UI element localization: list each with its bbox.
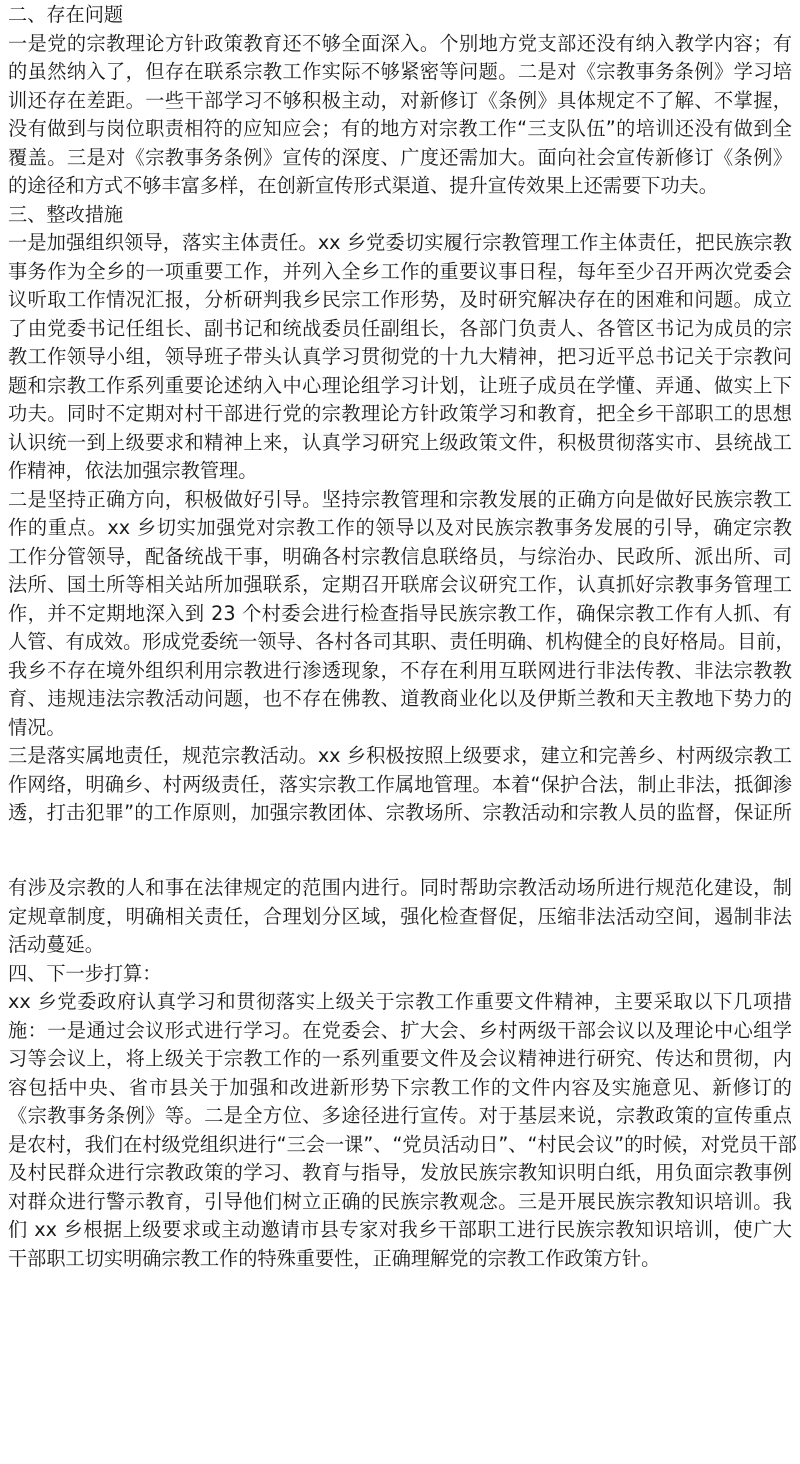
text-line: 情况。 xyxy=(8,715,66,739)
section-heading xyxy=(8,201,792,230)
text-line: 三是落实属地责任，规范宗教活动。xx 乡积极按照上级要求，建立和完善乡、村两级宗教工 xyxy=(8,744,792,767)
text-line: 作网络，明确乡、村两级责任，落实宗教工作属地管理。本着“保护合法，制止非法，抵御渗 xyxy=(8,772,792,796)
text-line: xx 乡党委政府认真学习和贯彻落实上级关于宗教工作重要文件精神，主要采取以下几项措 xyxy=(8,990,792,1013)
paragraph xyxy=(8,30,792,201)
paragraph xyxy=(8,742,792,828)
text-line: 对群众进行警示教育，引导他们树立正确的民族宗教观念。三是开展民族宗教知识培训。我 xyxy=(8,1189,792,1213)
text-line: 及村民群众进行宗教政策的学习、教育与指导，发放民族宗教知识明白纸，用负面宗教事例 xyxy=(8,1161,792,1184)
text-line: 教工作领导小组，领导班子带头认真学习贯彻党的十九大精神，把习近平总书记关于宗教问 xyxy=(8,345,792,368)
paragraph xyxy=(8,988,797,1273)
paragraph xyxy=(8,486,795,743)
text-line: 议听取工作情况汇报，分析研判我乡民宗工作形势，及时研究解决存在的困难和问题。成立 xyxy=(8,288,792,311)
text-line: 题和宗教工作系列重要论述纳入中心理论组学习计划，让班子成员在学懂、弄通、做实上下 xyxy=(8,373,792,397)
text-line: 二、存在问题 xyxy=(8,3,124,26)
text-line: 三、整改措施 xyxy=(8,202,124,226)
text-line: 习等会议上，将上级关于宗教工作的一系列重要文件及会议精神进行研究、传达和贯彻，内 xyxy=(8,1047,792,1070)
document-page-1 xyxy=(8,1,795,828)
text-line: 《宗教事务条例》等。二是全方位、多途径进行宣传。对于基层来说，宗教政策的宣传重点 xyxy=(8,1104,792,1127)
text-line: 育、违规违法宗教活动问题，也不存在佛教、道教商业化以及伊斯兰教和天主教地下势力的 xyxy=(8,687,792,710)
text-line: 是农村，我们在村级党组织进行“三会一课”、“党员活动日”、“村民会议”的时候，对党员干部 xyxy=(8,1132,797,1156)
text-line: 功夫。同时不定期对村干部进行党的宗教理论方针政策学习和教育，把全乡干部职工的思想 xyxy=(8,402,792,425)
text-line: 的途径和方式不够丰富多样，在创新宣传形式渠道、提升宣传效果上还需要下功夫。 xyxy=(8,174,718,197)
paragraph xyxy=(8,874,792,960)
text-line: 活动蔓延。 xyxy=(8,933,104,956)
text-line: 干部职工切实明确宗教工作的特殊重要性，正确理解党的宗教工作政策方针。 xyxy=(8,1246,661,1270)
text-line: 覆盖。三是对《宗教事务条例》宣传的深度、广度还需加大。面向社会宣传新修订《条例》 xyxy=(8,145,792,169)
text-line: 一是加强组织领导，落实主体责任。xx 乡党委切实履行宗教管理工作主体责任，把民族宗教 xyxy=(8,231,792,254)
text-line: 一是党的宗教理论方针政策教育还不够全面深入。个别地方党支部还没有纳入教学内容；有 xyxy=(8,31,792,55)
document-page-2 xyxy=(8,874,797,1273)
text-line: 定规章制度，明确相关责任，合理划分区域，强化检查督促，压缩非法活动空间，遏制非法 xyxy=(8,904,792,928)
section-heading xyxy=(8,1,792,30)
text-line: 认识统一到上级要求和精神上来，认真学习研究上级政策文件，积极贯彻落实市、县统战工 xyxy=(8,430,792,454)
text-line: 有涉及宗教的人和事在法律规定的范围内进行。同时帮助宗教活动场所进行规范化建设，制 xyxy=(8,876,792,899)
text-line: 的虽然纳入了，但存在联系宗教工作实际不够紧密等问题。二是对《宗教事务条例》学习培 xyxy=(8,60,792,83)
paragraph xyxy=(8,229,792,486)
text-line: 法所、国土所等相关站所加强联系，定期召开联席会议研究工作，认真抓好宗教事务管理工 xyxy=(8,573,792,596)
text-line: 作的重点。xx 乡切实加强党对宗教工作的领导以及对民族宗教事务发展的引导，确定宗教 xyxy=(8,516,792,539)
text-line: 事务作为全乡的一项重要工作，并列入全乡工作的重要议事日程，每年至少召开两次党委会 xyxy=(8,259,792,283)
text-line: 透，打击犯罪”的工作原则，加强宗教团体、宗教场所、宗教活动和宗教人员的监督，保证所 xyxy=(8,801,792,824)
text-line: 没有做到与岗位职责相符的应知应会；有的地方对宗教工作“三支队伍”的培训还没有做到全 xyxy=(8,117,792,140)
text-line: 作，并不定期地深入到 23 个村委会进行检查指导民族宗教工作，确保宗教工作有人抓、有 xyxy=(8,601,792,625)
text-line: 了由党委书记任组长、副书记和统战委员任副组长，各部门负责人、各管区书记为成员的宗 xyxy=(8,316,792,340)
text-line: 工作分管领导，配备统战干事，明确各村宗教信息联络员，与综治办、民政所、派出所、司 xyxy=(8,544,792,568)
text-line: 施：一是通过会议形式进行学习。在党委会、扩大会、乡村两级干部会议以及理论中心组学 xyxy=(8,1018,792,1042)
text-line: 训还存在差距。一些干部学习不够积极主动，对新修订《条例》具体规定不了解、不掌握， xyxy=(8,88,792,112)
text-line: 四、下一步打算： xyxy=(8,961,162,985)
section-heading xyxy=(8,960,792,989)
text-line: 我乡不存在境外组织利用宗教进行渗透现象，不存在利用互联网进行非法传教、非法宗教教 xyxy=(8,658,792,682)
text-line: 容包括中央、省市县关于加强和改进新形势下宗教工作的文件内容及实施意见、新修订的 xyxy=(8,1075,792,1099)
text-line: 作精神，依法加强宗教管理。 xyxy=(8,459,258,482)
text-line: 二是坚持正确方向，积极做好引导。坚持宗教管理和宗教发展的正确方向是做好民族宗教工 xyxy=(8,487,792,511)
text-line: 人管、有成效。形成党委统一领导、各村各司其职、责任明确、机构健全的良好格局。目前， xyxy=(8,630,795,653)
text-line: 们 xx 乡根据上级要求或主动邀请市县专家对我乡干部职工进行民族宗教知识培训，使广大 xyxy=(8,1218,792,1241)
